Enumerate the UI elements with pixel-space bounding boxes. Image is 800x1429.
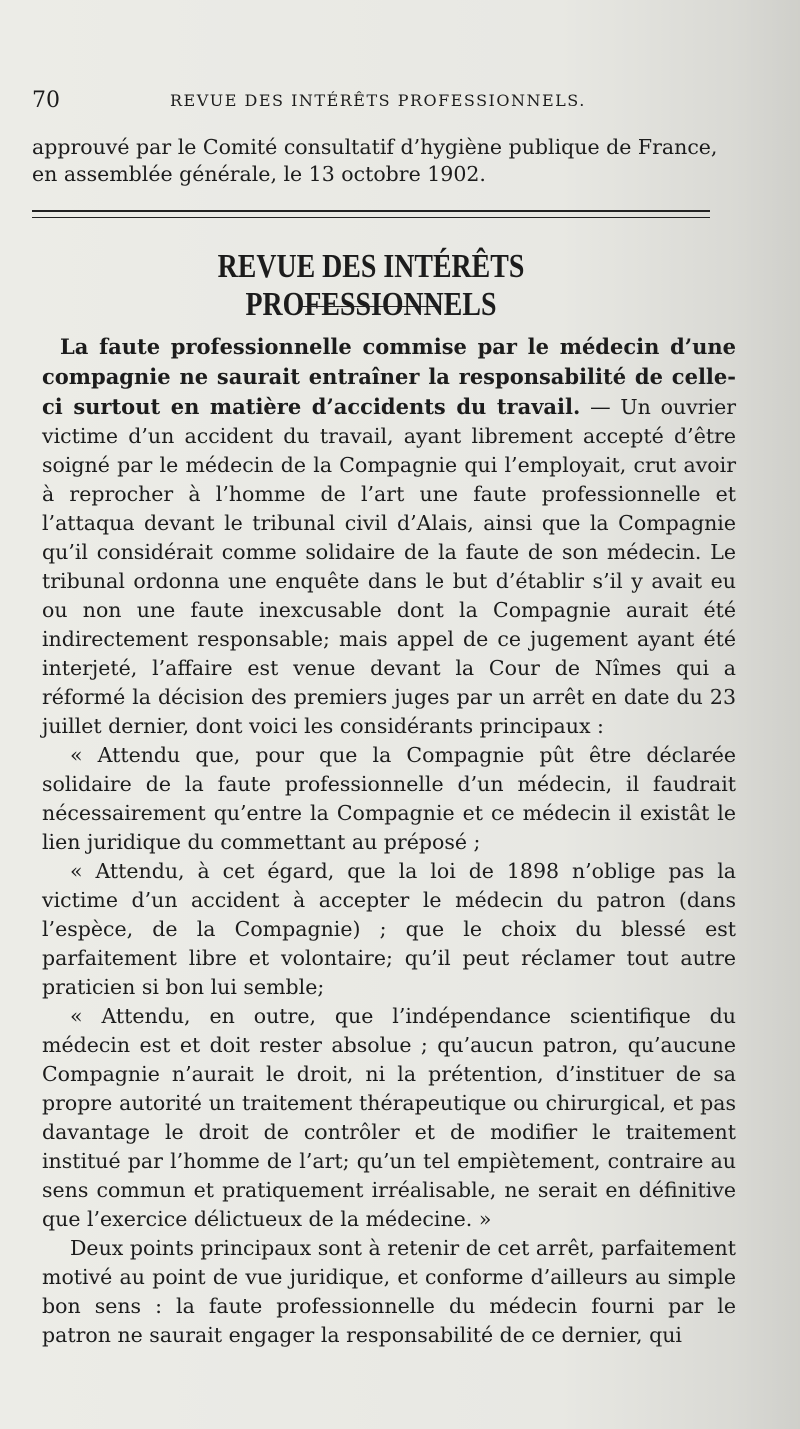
running-head-title: REVUE DES INTÉRÊTS PROFESSIONNELS.	[170, 91, 586, 110]
intro-paragraph: approuvé par le Comité consultatif d’hygiène publique de France, en assemblée générale, le 13 octobre 1902.	[32, 135, 718, 186]
page-number: 70	[32, 88, 60, 113]
article-title: La faute professionnelle commise par le médecin d’une compagnie ne saurait entraîner la responsabilité de celle-ci surtout en matière d’accidents du travail.	[42, 334, 736, 419]
short-rule-divider	[300, 306, 440, 307]
article-paragraph: « Attendu, à cet égard, que la loi de 1898 n’oblige pas la victime d’un accident à accepter le médecin du patron (dans l’espèce, de la Compagnie) ; que le choix du blessé est parfaitement libre et volontaire; qu’il peut réclamer tout autre praticien si bon lui semble;	[42, 859, 736, 999]
article-lead-paragraph	[42, 332, 736, 741]
article-paragraph: « Attendu, en outre, que l’indépendance scientifique du médecin est et doit rester absolue ; qu’aucun patron, qu’aucune Compagnie n’aurait le droit, ni la prétention, d’instituer de sa propre autorité un traitement thérapeutique ou chirurgical, et pas davantage le droit de contrôler et de modifier le traitement institué par l’homme de l’art; qu’un tel empiètement, contraire au sens commun et pratiquement irréalisable, ne serait en définitive que l’exercice délictueux de la médecine. »	[42, 1004, 736, 1231]
section-title: REVUE DES INTÉRÊTS PROFESSIONNELS	[217, 248, 525, 323]
article-paragraph: Deux points principaux sont à retenir de cet arrêt, parfaitement motivé au point de vue juridique, et conforme d’ailleurs au simple bon sens : la faute professionnelle du médecin fourni par le patron ne saurait engager la responsabilité de ce dernier, qui	[42, 1236, 736, 1347]
article-lead-text: — Un ouvrier victime d’un accident du travail, ayant librement accepté d’être soigné par le médecin de la Compagnie qui l’employait, crut avoir à reprocher à l’homme de l’art une faute professionnelle et l’attaqua devant le tribunal civil d’Alais, ainsi que la Compagnie qu’il considérait comme solidaire de la faute de son médecin. Le tribunal ordonna une enquête dans le but d’établir s’il y avait eu ou non une faute inexcusable dont la Compagnie aurait été indirectement responsable; mais appel de ce jugement ayant été interjeté, l’affaire est venue devant la Cour de Nîmes qui a réformé la décision des premiers juges par un arrêt en date du 23 juillet dernier, dont voici les considérants principaux :	[42, 395, 736, 738]
article-body	[42, 332, 736, 1350]
double-rule-divider	[32, 210, 710, 218]
running-head	[30, 88, 740, 118]
article-paragraph: « Attendu que, pour que la Compagnie pût être déclarée solidaire de la faute professionnelle d’un médecin, il faudrait nécessairement qu’entre la Compagnie et ce médecin il existât le lien juridique du commettant au préposé ;	[42, 743, 736, 854]
